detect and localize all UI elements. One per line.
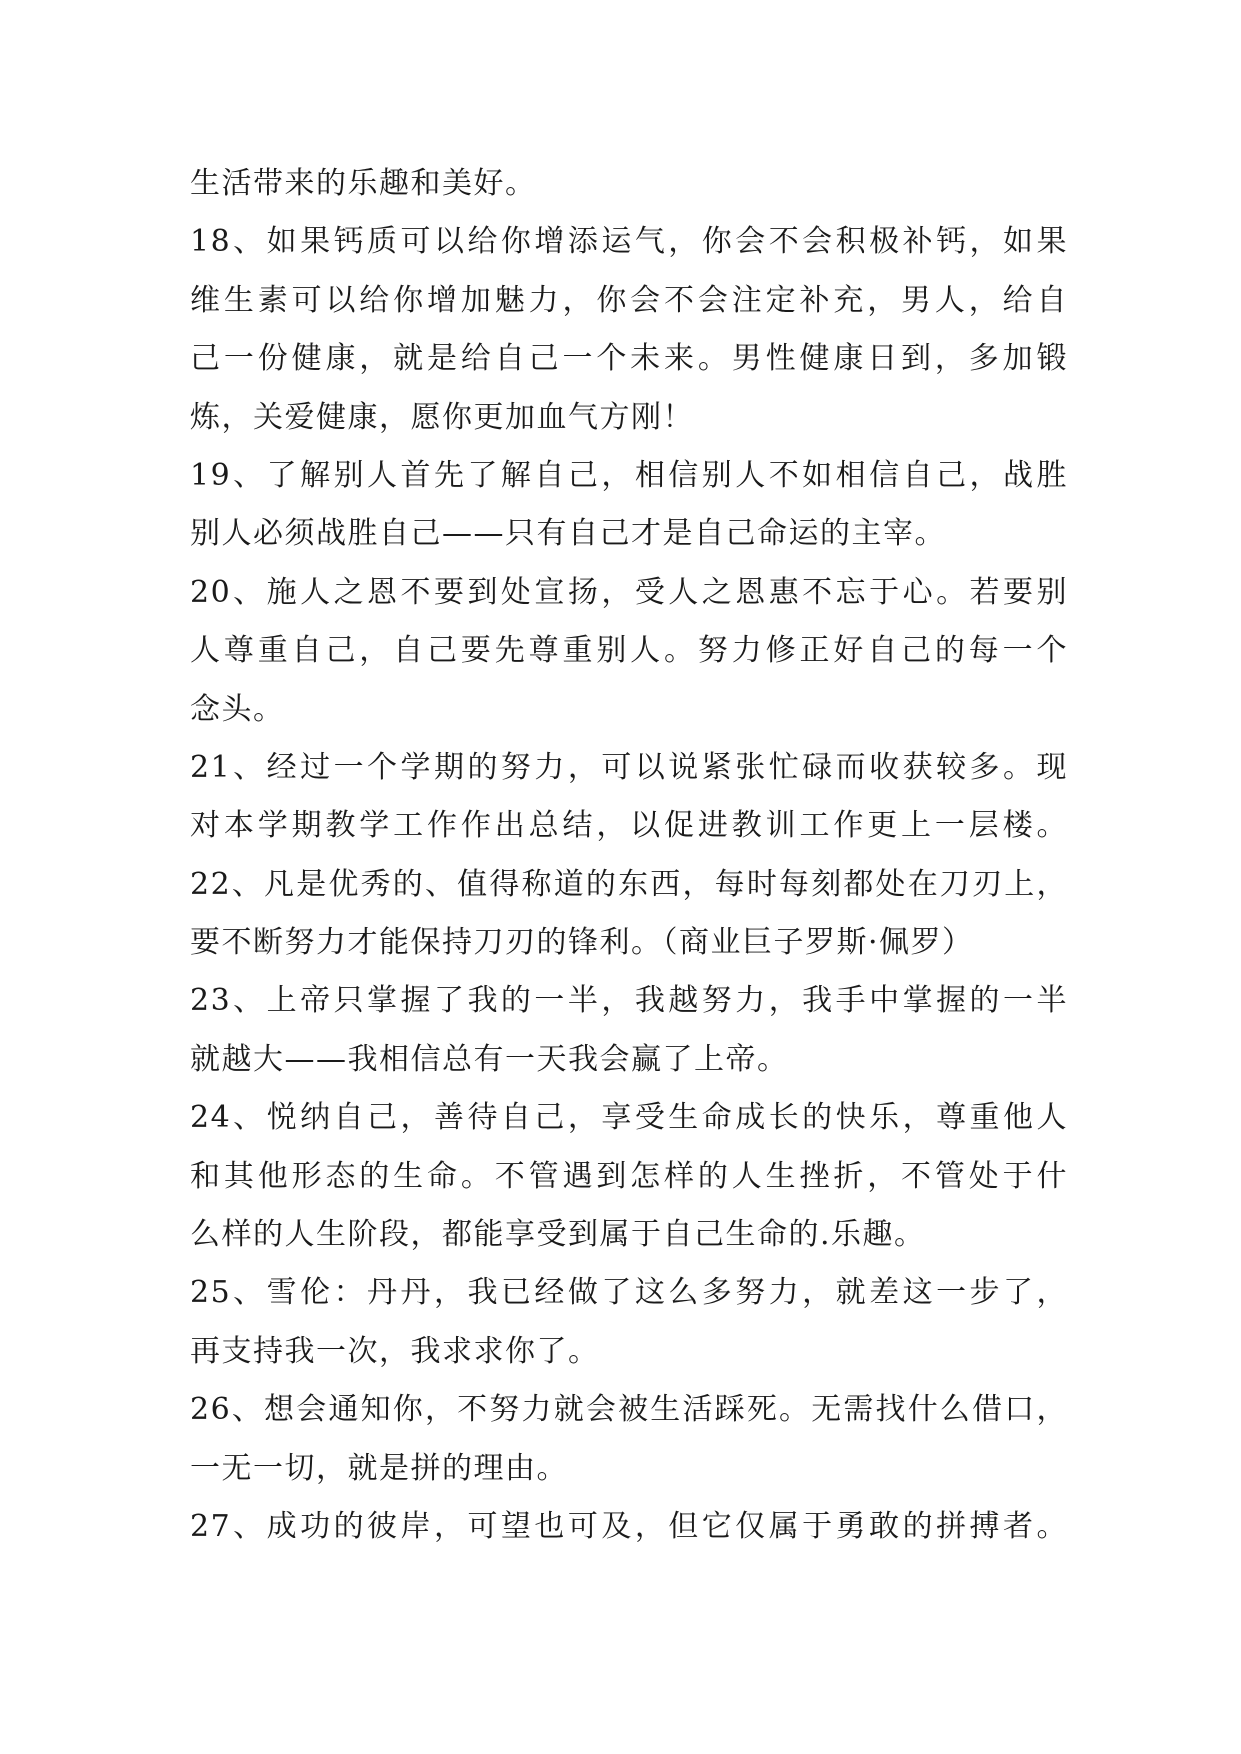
paragraph-18: [190, 213, 1068, 447]
text-line: 27、成功的彼岸，可望也可及，但它仅属于勇敢的拼搏者。: [190, 1508, 1068, 1544]
paragraph-continuation: [190, 155, 1068, 213]
text-line: 么样的人生阶段，都能享受到属于自己生命的.乐趣。: [190, 1217, 926, 1253]
text-line: 22、凡是优秀的、值得称道的东西，每时每刻都处在刀刃上，: [190, 866, 1068, 902]
text-line: 生活带来的乐趣和美好。: [190, 166, 537, 201]
text-line: 23、上帝只掌握了我的一半，我越努力，我手中掌握的一半: [190, 983, 1068, 1019]
text-line: 20、施人之恩不要到处宣扬，受人之恩惠不忘于心。若要别: [190, 574, 1068, 610]
text-line: 别人必须战胜自己——只有自己才是自己命运的主宰。: [190, 516, 946, 552]
text-line: 人尊重自己，自己要先尊重别人。努力修正好自己的每一个: [190, 633, 1068, 669]
paragraph-24: [190, 1089, 1068, 1264]
text-line: 炼，关爱健康，愿你更加血气方刚！: [190, 399, 694, 435]
text-line: 就越大——我相信总有一天我会赢了上帝。: [190, 1041, 789, 1077]
text-line: 一无一切，就是拼的理由。: [190, 1450, 568, 1486]
text-line: 再支持我一次，我求求你了。: [190, 1333, 600, 1369]
text-line: 21、经过一个学期的努力，可以说紧张忙碌而收获较多。现: [190, 749, 1068, 785]
text-line: 19、了解别人首先了解自己，相信别人不如相信自己，战胜: [190, 457, 1068, 493]
paragraph-22: [190, 856, 1068, 973]
text-line: 己一份健康，就是给自己一个未来。男性健康日到，多加锻: [190, 341, 1068, 377]
text-line: 25、雪伦：丹丹，我已经做了这么多努力，就差这一步了，: [190, 1275, 1068, 1311]
paragraph-26: [190, 1381, 1068, 1498]
text-line: 18、如果钙质可以给你增添运气，你会不会积极补钙，如果: [190, 224, 1068, 260]
paragraph-27: [190, 1498, 1068, 1556]
text-line: 维生素可以给你增加魅力，你会不会注定补充，男人，给自: [190, 282, 1068, 318]
text-line: 26、想会通知你，不努力就会被生活踩死。无需找什么借口，: [190, 1392, 1068, 1428]
paragraph-25: [190, 1264, 1068, 1381]
paragraph-21: [190, 739, 1068, 856]
paragraph-19: [190, 447, 1068, 564]
document-body: [190, 155, 1068, 1556]
text-line: 对本学期教学工作作出总结，以促进教训工作更上一层楼。: [190, 808, 1068, 844]
text-line: 念头。: [190, 691, 285, 727]
text-line: 要不断努力才能保持刀刃的锋利。（商业巨子罗斯·佩罗）: [190, 925, 974, 961]
text-line: 和其他形态的生命。不管遇到怎样的人生挫折，不管处于什: [190, 1158, 1068, 1194]
text-line: 24、悦纳自己，善待自己，享受生命成长的快乐，尊重他人: [190, 1100, 1068, 1136]
paragraph-23: [190, 972, 1068, 1089]
paragraph-20: [190, 564, 1068, 739]
